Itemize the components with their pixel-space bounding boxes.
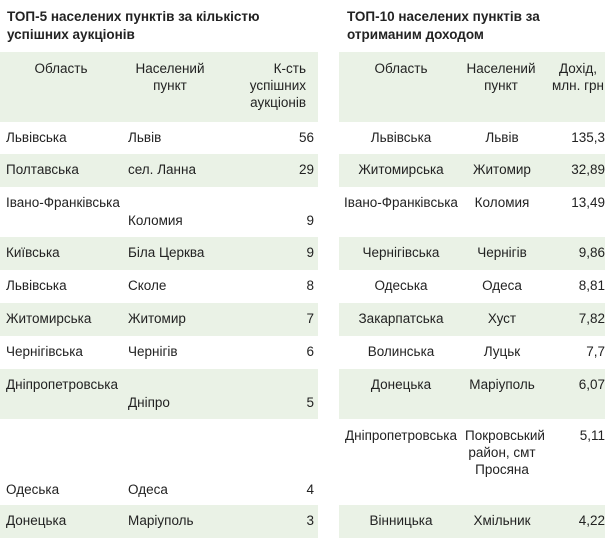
table-row [339, 336, 605, 369]
table-row [339, 303, 605, 336]
table-cell: Сколе [128, 278, 167, 293]
table-cell: Покровський район, смт Просяна [465, 428, 545, 477]
table-row [339, 187, 605, 237]
table-row [0, 505, 318, 538]
table-row [339, 122, 605, 154]
table-cell: Вінницька [369, 513, 433, 528]
auctions-table-title [0, 0, 318, 44]
table-cell: 56 [298, 130, 314, 145]
table-cell: Київська [6, 245, 60, 260]
column-header: Область [374, 61, 428, 76]
table-cell: 7,7 [586, 344, 605, 359]
table-cell: Хуст [487, 311, 517, 326]
table-row [0, 419, 318, 505]
table-cell: Львів [485, 130, 519, 145]
table-cell: Дніпропетровська [344, 428, 457, 443]
table-cell: Коломия [128, 213, 183, 228]
column-header: Область [34, 61, 88, 76]
table-cell: 8 [306, 278, 314, 293]
table-row [0, 154, 318, 187]
income-table-panel [339, 0, 605, 528]
table-cell: 9,86 [578, 245, 605, 260]
table-row [339, 419, 605, 505]
table-cell: Маріуполь [469, 377, 535, 392]
table-row [339, 237, 605, 270]
table-cell: Одеська [6, 482, 60, 497]
table-cell: Одеська [374, 278, 428, 293]
table-cell: Житомирська [6, 311, 92, 326]
table-row [339, 270, 605, 303]
table-cell: 7 [306, 311, 314, 326]
table-cell: Донецька [370, 377, 432, 392]
table-header-row [339, 52, 605, 122]
table-cell: Івано-Франківська [344, 195, 458, 210]
table-row [339, 505, 605, 538]
table-cell: 6,07 [578, 377, 605, 392]
table-header-row [0, 52, 318, 122]
table-cell: Чернігів [128, 344, 178, 359]
table-cell: сел. Ланна [128, 162, 196, 177]
income-title-line2: отриманим доходом [347, 27, 484, 42]
table-cell: Чернігів [477, 245, 527, 260]
table-row [0, 336, 318, 369]
auctions-title-line2: успішних аукціонів [7, 27, 135, 42]
column-header: Населений пункт [135, 61, 205, 93]
column-header: Населений пункт [466, 61, 536, 93]
auctions-title-line1: ТОП-5 населених пунктів за кількістю [7, 9, 260, 24]
table-cell: 32,89 [571, 162, 605, 177]
table-row [0, 303, 318, 336]
table-cell: Хмільник [473, 513, 531, 528]
table-row [339, 369, 605, 419]
table-cell: 6 [306, 344, 314, 359]
table-cell: 8,81 [578, 278, 605, 293]
table-cell: 5,11 [579, 428, 605, 443]
table-cell: Біла Церква [128, 245, 205, 260]
table-cell: Львівська [6, 130, 67, 145]
table-cell: Чернігівська [6, 344, 83, 359]
table-cell: Чернігівська [362, 245, 440, 260]
table-cell: 135,3 [571, 130, 605, 145]
income-title-line1: ТОП-10 населених пунктів за [347, 9, 540, 24]
table-cell: Житомирська [358, 162, 444, 177]
table-cell: 9 [306, 245, 314, 260]
table-row [0, 187, 318, 237]
table-row [0, 122, 318, 154]
table-cell: 7,82 [578, 311, 605, 326]
table-cell: Маріуполь [128, 513, 194, 528]
table-cell: Львів [128, 130, 162, 145]
table-cell: Волинська [367, 344, 435, 359]
table-cell: Коломия [474, 195, 530, 210]
table-cell: Житомир [473, 162, 531, 177]
table-row [0, 270, 318, 303]
column-header: К-сть успішних аукціонів [249, 61, 306, 110]
table-cell: Луцьк [483, 344, 521, 359]
table-cell: Одеса [128, 482, 168, 497]
table-cell: Дніпропетровська [6, 377, 119, 392]
table-cell: 4 [306, 482, 314, 497]
table-cell: 5 [306, 395, 314, 410]
table-cell: Дніпро [128, 395, 170, 410]
table-cell: Львівська [370, 130, 432, 145]
table-row [0, 237, 318, 270]
table-row [0, 369, 318, 419]
table-cell: Одеса [482, 278, 522, 293]
table-cell: Івано-Франківська [6, 195, 120, 210]
table-cell: Житомир [128, 311, 186, 326]
table-cell: 29 [298, 162, 314, 177]
table-cell: Полтавська [6, 162, 79, 177]
table-row [339, 154, 605, 187]
table-cell: Закарпатська [358, 311, 444, 326]
table-cell: 9 [306, 213, 314, 228]
table-cell: Львівська [6, 278, 67, 293]
table-cell: 4,22 [578, 513, 605, 528]
table-cell: 3 [306, 513, 314, 528]
table-cell: 13,49 [571, 195, 605, 210]
table-cell: Донецька [6, 513, 67, 528]
column-header: Дохід, млн. грн [551, 61, 604, 93]
income-table-title [339, 0, 605, 44]
